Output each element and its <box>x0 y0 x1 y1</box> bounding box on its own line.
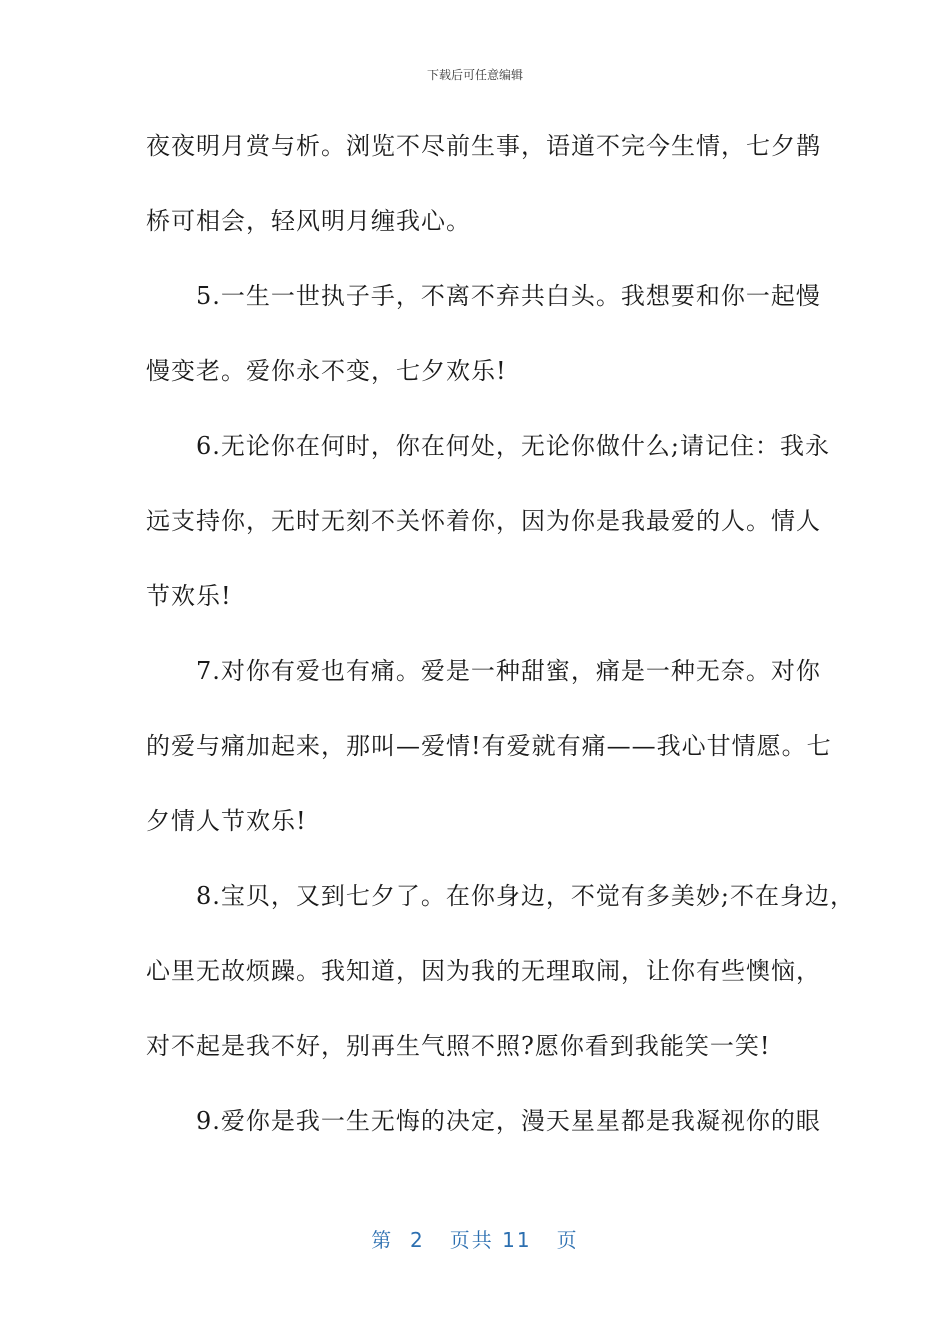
text-line: 夜夜明月赏与析。浏览不尽前生事，语道不完今生情，七夕鹊 <box>146 132 821 160</box>
text-line: 心里无故烦躁。我知道，因为我的无理取闹，让你有些懊恼， <box>146 957 821 985</box>
text-line: 夕情人节欢乐! <box>146 807 307 835</box>
text-line: 9.爱你是我一生无悔的决定，漫天星星都是我凝视你的眼 <box>146 1107 821 1135</box>
text-line: 节欢乐! <box>146 582 232 610</box>
text-line: 5.一生一世执子手，不离不弃共白头。我想要和你一起慢 <box>146 282 821 310</box>
text-line: 6.无论你在何时，你在何处，无论你做什么;请记住：我永 <box>146 432 830 460</box>
text-line: 远支持你，无时无刻不关怀着你，因为你是我最爱的人。情人 <box>146 507 821 535</box>
text-line: 8.宝贝，又到七夕了。在你身边，不觉有多美妙;不在身边， <box>146 882 855 910</box>
document-body <box>146 118 855 1168</box>
text-line: 慢变老。爱你永不变，七夕欢乐! <box>146 357 507 385</box>
text-line: 的爱与痛加起来，那叫—爱情!有爱就有痛——我心甘情愿。七 <box>146 732 832 760</box>
text-line: 7.对你有爱也有痛。爱是一种甜蜜，痛是一种无奈。对你 <box>146 657 821 685</box>
page-number-footer: 第 2 页共 11 页 <box>371 1228 579 1252</box>
text-line: 对不起是我不好，别再生气照不照?愿你看到我能笑一笑! <box>146 1032 771 1060</box>
page-header: 下载后可任意编辑 <box>426 68 523 82</box>
text-line: 桥可相会，轻风明月缠我心。 <box>146 207 471 235</box>
